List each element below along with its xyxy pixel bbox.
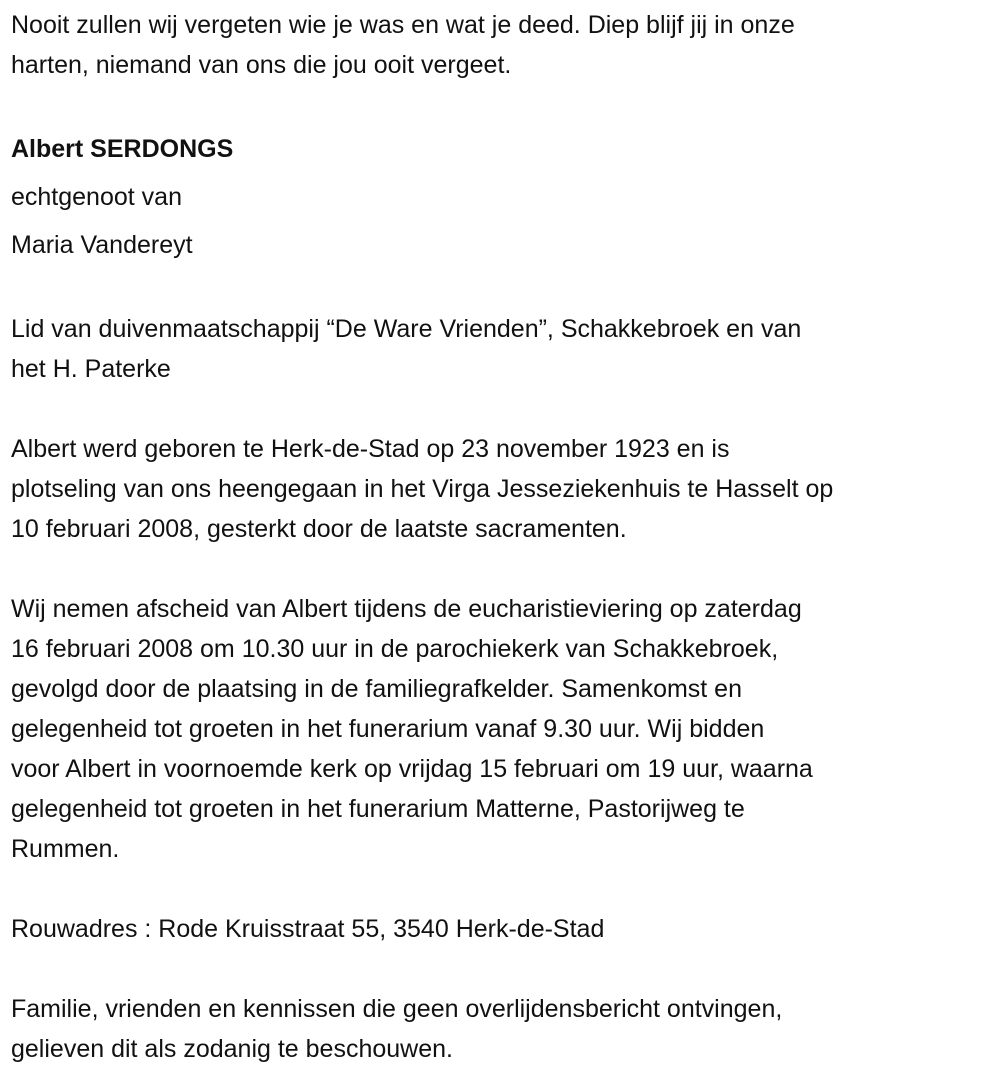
mourning-address: Rouwadres : Rode Kruisstraat 55, 3540 Herk-de-Stad [11, 915, 605, 943]
birth-death-paragraph [11, 429, 1000, 549]
text-line: gelegenheid tot groeten in het funerarium vanaf 9.30 uur. Wij bidden [11, 715, 765, 743]
intro-paragraph [11, 5, 1000, 85]
text-line: plotseling van ons heengegaan in het Virga Jesseziekenhuis te Hasselt op [11, 475, 834, 503]
relation-text: echtgenoot van [11, 183, 182, 211]
text-line: gelieven dit als zodanig te beschouwen. [11, 1035, 453, 1063]
membership-paragraph [11, 309, 1000, 389]
text-line: voor Albert in voornoemde kerk op vrijdag 15 februari om 19 uur, waarna [11, 755, 813, 783]
address-paragraph [11, 909, 1000, 949]
text-line: Lid van duivenmaatschappij “De Ware Vrienden”, Schakkebroek en van [11, 315, 802, 343]
text-line: 10 februari 2008, gesterkt door de laatste sacramenten. [11, 515, 627, 543]
text-line: Familie, vrienden en kennissen die geen overlijdensbericht ontvingen, [11, 995, 783, 1023]
deceased-name: Albert SERDONGS [11, 135, 234, 163]
text-line: Albert werd geboren te Herk-de-Stad op 23 november 1923 en is [11, 435, 730, 463]
deceased-block [11, 125, 1000, 269]
text-line: gevolgd door de plaatsing in de familiegrafkelder. Samenkomst en [11, 675, 742, 703]
text-line: 16 februari 2008 om 10.30 uur in de parochiekerk van Schakkebroek, [11, 635, 779, 663]
spouse-name: Maria Vandereyt [11, 231, 193, 259]
text-line: Nooit zullen wij vergeten wie je was en wat je deed. Diep blijf jij in onze [11, 11, 795, 39]
text-line: gelegenheid tot groeten in het funerarium Matterne, Pastorijweg te [11, 795, 745, 823]
ceremony-paragraph [11, 589, 1000, 869]
text-line: Wij nemen afscheid van Albert tijdens de eucharistieviering op zaterdag [11, 595, 802, 623]
text-line: Rummen. [11, 835, 120, 863]
text-line: het H. Paterke [11, 355, 171, 383]
closing-paragraph [11, 989, 1000, 1069]
text-line: harten, niemand van ons die jou ooit vergeet. [11, 51, 512, 79]
